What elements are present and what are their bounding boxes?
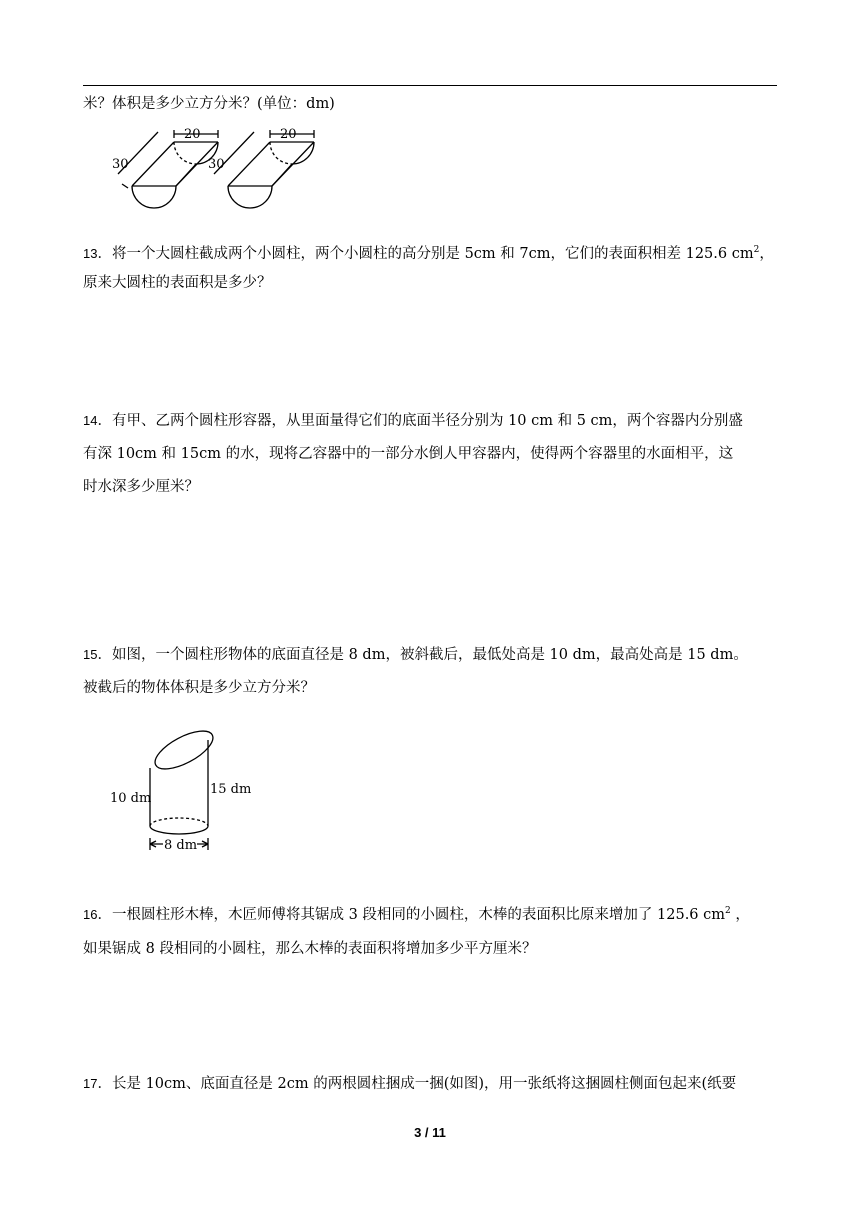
q14-line3: 时水深多少厘米？ — [83, 479, 199, 495]
q16-line2: 如果锯成 8 段相同的小圆柱，那么木棒的表面积将增加多少平方厘米？ — [83, 941, 537, 957]
q13-number: 13 — [83, 246, 98, 261]
q15-number: 15 — [83, 647, 98, 662]
fig12-length-label-1: 30 — [112, 157, 129, 172]
q16-line1: 16．一根圆柱形木棒，木匠师傅将其锯成 3 段相同的小圆柱，木棒的表面积比原来增加了 125.6 $cm^2$ ， — [83, 906, 750, 923]
q15-line1: 15．如图，一个圆柱形物体的底面直径是 8 dm，被斜截后，最低处高是 10 dm，最高处高是 15 dm。 — [83, 647, 748, 663]
q17-line1: 17．长是 10cm、底面直径是 2cm 的两根圆柱捆成一捆(如图)，用一张纸将这捆圆柱侧面包起来(纸要 — [83, 1076, 737, 1092]
q14-line2: 有深 10cm 和 15cm 的水，现将乙容器中的一部分水倒人甲容器内，使得两个容器里的水面相平，这 — [83, 446, 734, 462]
figure-half-cylinders — [110, 124, 320, 224]
fig15-left-label: 10 dm — [110, 791, 152, 806]
continuation-text: 米？体积是多少立方分米？(单位：dm) — [83, 96, 335, 112]
fig12-diameter-label-2: 20 — [280, 127, 297, 142]
q14-number: 14 — [83, 413, 98, 428]
fig12-diameter-label-1: 20 — [184, 127, 201, 142]
q16-number: 16 — [83, 907, 98, 922]
page-number: 3 / 11 — [414, 1125, 446, 1140]
q13-line2: 原来大圆柱的表面积是多少？ — [83, 275, 272, 291]
fig12-length-label-2: 30 — [208, 157, 225, 172]
fig15-bottom-label: 8 dm — [164, 838, 198, 853]
q17-number: 17 — [83, 1076, 98, 1091]
q14-line1: 14．有甲、乙两个圆柱形容器，从里面量得它们的底面半径分别为 10 cm 和 5 cm，两个容器内分别盛 — [83, 413, 743, 429]
figure-cut-cylinder — [108, 718, 258, 864]
q15-line2: 被截后的物体体积是多少立方分米？ — [83, 680, 315, 696]
q13-line1: 13．将一个大圆柱截成两个小圆柱，两个小圆柱的高分别是 5cm 和 7cm，它们的表面积相差 125.6 $cm^2$， — [83, 245, 774, 262]
fig15-right-label: 15 dm — [210, 782, 252, 797]
